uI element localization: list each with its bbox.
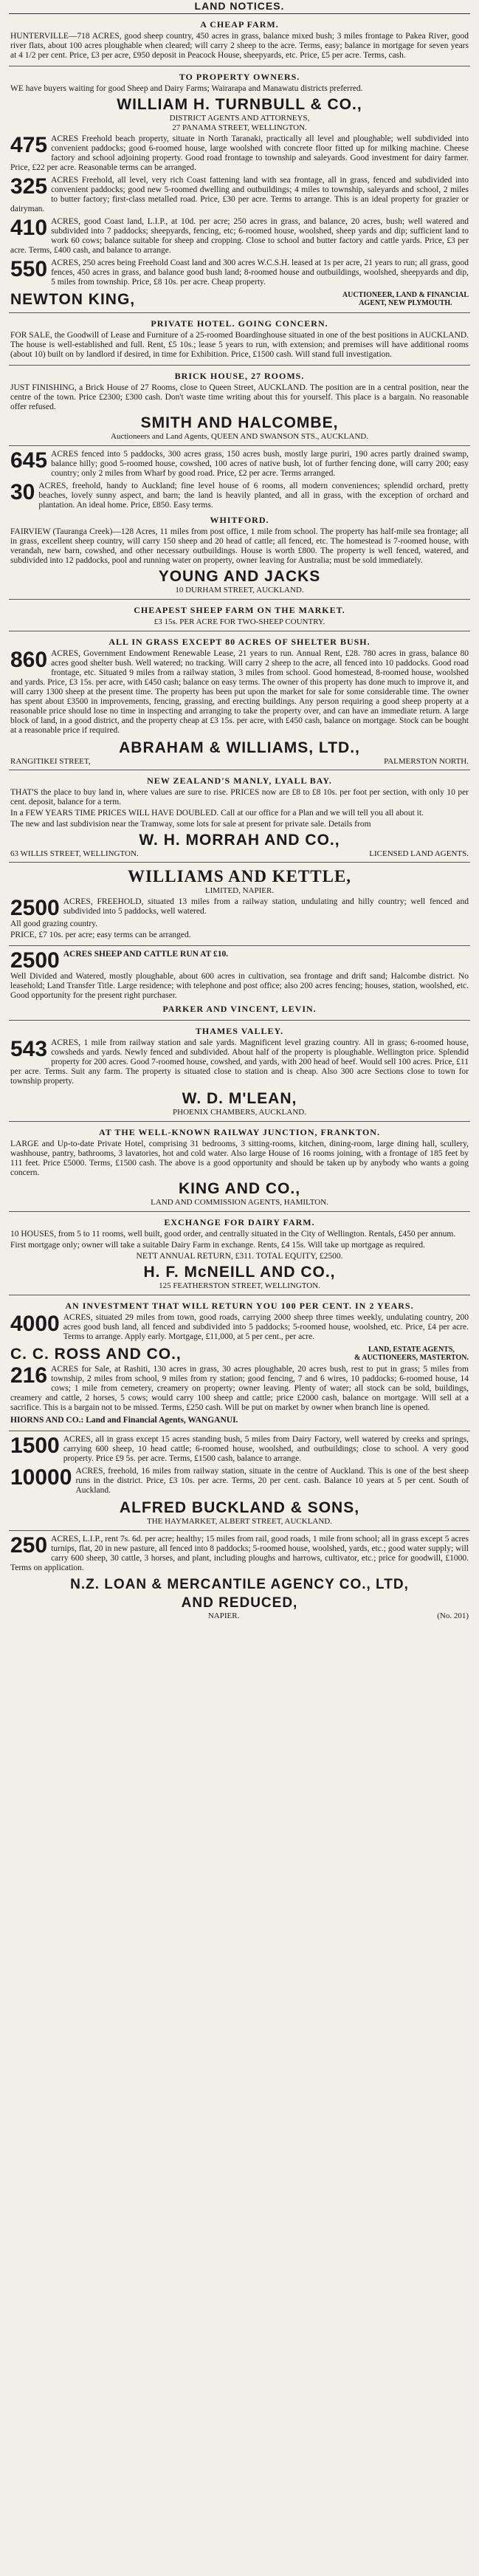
ad-title: EXCHANGE FOR DAIRY FARM. — [164, 1217, 315, 1227]
ad-investment — [9, 1295, 470, 1431]
acreage-number: 10000 — [10, 1465, 72, 1490]
ad-return: NETT ANNUAL RETURN, £311. TOTAL EQUITY, £2500. — [136, 1252, 343, 1261]
listing-text: ACRES, good Coast land, L.I.P., at 10d. per acre; 250 acres in grass, and balance, 20 acres, bush; well watered and subdivided into 7 paddocks; sheepyards, fencing, etc; 6-roomed house, woolshed, sheep yards and dip; sufficient land to work 60 cows; balance suitable for sheep and cropping. Close to school and butter factory and cattle yards. Price, £3 per acre. Terms, £400 cash, and balance to arrange. — [10, 217, 469, 255]
agent-location: & AUCTIONEERS, MASTERTON. — [354, 1353, 469, 1362]
acreage-number: 410 — [10, 216, 48, 240]
agent-address: NAPIER. — [207, 1611, 240, 1620]
ad-title: AT THE WELL-KNOWN RAILWAY JUNCTION, FRANKTON. — [99, 1127, 380, 1137]
agent-name: W. H. MORRAH AND CO., — [139, 832, 340, 849]
listing-text: ACRES, 250 acres being Freehold Coast land and 300 acres W.C.S.H. leased at 1s per acre, 21 years to run; all grass, good fences, 450 acres in grass, and balance good bush land; 8-roomed house and outbuildings, woolshed, sheepyards and dip, 5 miles from township. Price, £8 10s. per acre. Cheap property. — [51, 258, 469, 287]
listing-text: All good grazing country. — [10, 919, 98, 928]
ad-frankton-hotel — [9, 1122, 470, 1212]
agent-name: WILLIAM H. TURNBULL & CO., — [117, 96, 362, 113]
ad-body: The new and last subdivision near the Tramway, some lots for sale at present for private sale. Details from — [10, 820, 371, 829]
agent-name: SMITH AND HALCOMBE, — [140, 414, 339, 431]
agent-footer: HIORNS AND CO.: Land and Financial Agents, WANGANUI. — [10, 1416, 238, 1425]
agent-name: H. F. McNEILL AND CO., — [143, 1264, 336, 1281]
agent-name: NEWTON KING, — [10, 291, 136, 308]
agent-name-line2: AND REDUCED, — [181, 1595, 298, 1611]
acreage-number: 2500 — [10, 896, 60, 920]
ad-cheapest-sheep-farm — [9, 600, 470, 631]
ad-body: First mortgage only; owner will take a suitable Dairy Farm in exchange. Rents, £4 15s. Will take up mortgage as required. — [10, 1241, 426, 1250]
acreage-number: 860 — [10, 648, 48, 672]
agent-name: W. D. M'LEAN, — [182, 1090, 297, 1107]
listing-text: ACRES, L.I.P., rent 7s. 6d. per acre; healthy; 15 miles from rail, good roads, 1 mile from school; all in grass except 5 acres turnips, flat, 20 in new pasture, all fenced into 8 paddocks; 5-roomed house, woolshed, yards, etc.; good water supply; will carry 600 sheep, 30 cattle, 3 horses, and plant, including ploughs and harrows, cultivator, etc.; price for goodwill, £1000. Terms on application. — [10, 1535, 469, 1572]
ad-body: HUNTERVILLE—718 ACRES, good sheep country, 450 acres in grass, balance mixed bush; 3 miles frontage to Pakea River, good river flats, about 100 acres ploughable when cleared; will carry 2 sheep to the acre. Terms, easy; balance in mortgage for seven years at 4 1/2 per cent. Price, £3 per acre, £950 deposit in Peacock House, sheepyards, etc. Price, £5 per acre. Terms, cash. — [10, 32, 469, 60]
agent-street: RANGITIKEI STREET, — [10, 757, 91, 766]
acreage-number: 325 — [10, 174, 48, 199]
ad-title: AN INVESTMENT THAT WILL RETURN YOU 100 PER CENT. IN 2 YEARS. — [65, 1301, 414, 1311]
ad-nz-loan — [9, 1531, 470, 1624]
ad-title: BRICK HOUSE, 27 ROOMS. — [174, 371, 305, 381]
agent-location: AGENT, NEW PLYMOUTH. — [359, 298, 452, 307]
ad-title: WHITFORD. — [210, 515, 269, 525]
agent-name: N.Z. LOAN & MERCANTILE AGENCY CO., LTD, — [70, 1577, 409, 1592]
ad-parker-vincent — [9, 946, 470, 1021]
ad-intro: WE have buyers waiting for good Sheep and Dairy Farms; Wairarapa and Manawatu districts preferred. — [10, 84, 363, 93]
listing-text: ACRES Freehold, all level, very rich Coast fattening land with sea frontage, all in grass, fenced and subdivided into convenient paddocks; good new 5-roomed dwelling and outbuildings; 4 miles to township, saleyards and school, 2 miles to butter factory; first-class metalled road. Price, £30 per acre. Terms to arrange. This is an ideal property for grazier or dairyman. — [10, 176, 469, 213]
agent-name: KING AND CO., — [178, 1180, 301, 1197]
listing-text: ACRES Freehold beach property, situate in North Taranaki, practically all level and ploughable; well subdivided into convenient paddocks; good 6-roomed house, large woolshed with concrete floor fitted up for milking machine. Cheese factory and school adjoining property. Good road frontage to township and saleyards. Good investment for dairy farmer. Price, £22 per acre. Reasonable terms can be arranged. — [10, 134, 469, 172]
acreage-number: 216 — [10, 1363, 48, 1388]
agent-tagline: AUCTIONEER, LAND & FINANCIAL — [342, 290, 469, 299]
section-header: LAND NOTICES. — [9, 0, 470, 14]
ad-body: In a FEW YEARS TIME PRICES WILL HAVE DOUBLED. Call at our office for a Plan and we will tell you all about it. — [10, 809, 424, 818]
ad-title: NEW ZEALAND'S MANLY, LYALL BAY. — [147, 775, 332, 786]
agent-address: PHOENIX CHAMBERS, AUCKLAND. — [173, 1108, 306, 1117]
ad-cheap-farm — [9, 14, 470, 66]
listing-text: ACRES fenced into 5 paddocks, 300 acres grass, 150 acres bush, mostly large puriri, 190 acres partly drained swamp, balance hilly; good 5-roomed house, cowshed, 100 acres of native bush, lot of further fencing done, will carry 200; easy country; only 2 miles from Wharf by good road. Price, £2 per acre. Terms arranged. — [51, 450, 469, 478]
agent-name: YOUNG AND JACKS — [158, 568, 321, 585]
ad-number: (No. 201) — [437, 1611, 469, 1620]
listing-text: ACRES, all in grass except 15 acres standing bush, 5 miles from Dairy Factory, well watered by creeks and springs, carrying 600 sheep, 10 head cattle; 6-roomed house, woolshed, and outbuildings; close to school. A very good property. Price £9 5s. per acre. Terms, £1500 cash, balance to arrange. — [63, 1435, 469, 1463]
ad-title: ALL IN GRASS EXCEPT 80 ACRES OF SHELTER BUSH. — [108, 637, 371, 647]
acreage-number: 250 — [10, 1533, 48, 1558]
acreage-number: 475 — [10, 133, 48, 157]
agent-address: LAND AND COMMISSION AGENTS, HAMILTON. — [151, 1198, 328, 1207]
ad-abraham-williams — [9, 631, 470, 770]
acreage-number: 543 — [10, 1037, 48, 1061]
listing-text: ACRES, FREEHOLD, situated 13 miles from a railway station, undulating and hilly country; well fenced and subdivided into 5 paddocks, well watered. — [63, 897, 469, 916]
agent-address: Auctioneers and Land Agents, QUEEN AND SWANSON STS., AUCKLAND. — [111, 432, 368, 441]
ad-young-jacks — [9, 446, 470, 600]
agent-name: C. C. ROSS AND CO., — [10, 1346, 182, 1363]
ad-private-hotel — [9, 313, 470, 366]
ad-williams-kettle — [9, 863, 470, 946]
ad-body: JUST FINISHING, a Brick House of 27 Rooms, close to Queen Street, AUCKLAND. The position are in a central position, near the centre of the town. Price £2300; £300 cash. Don't waste time writing about this for yourself. This place is a bargain. No reasonable offer refused. — [10, 383, 469, 411]
ad-body: FAIRVIEW (Tauranga Creek)—128 Acres, 11 miles from post office, 1 mile from school. The property has half-mile sea frontage; all in grass, excellent sheep country, will carry 150 sheep and 20 head of cattle; all fenced, etc. The homestead is 7-roomed house, with verandah, new barn, cowshed, and other necessary outbuildings. House is worth £800. The property is well fenced, watered, and subdivided into 12 paddocks, pool and running water on property, owner leaving for Australia; must be sold immediately. — [10, 527, 469, 565]
agent-address: 27 PANAMA STREET, WELLINGTON. — [172, 123, 307, 132]
acreage-number: 30 — [10, 480, 35, 504]
agent-name: ABRAHAM & WILLIAMS, LTD., — [119, 739, 360, 756]
ad-alfred-buckland — [9, 1431, 470, 1531]
acreage-number: 645 — [10, 448, 48, 473]
ad-exchange-dairy-farm — [9, 1212, 470, 1295]
ad-body: THAT'S the place to buy land in, where values are sure to rise. PRICES now are £8 to £8 10s. per foot per section, with only 10 per cent. deposit, balance for a term. — [10, 788, 469, 806]
agent-license: LICENSED LAND AGENTS. — [369, 849, 469, 858]
agent-tagline: LAND, ESTATE AGENTS, — [368, 1345, 455, 1354]
agent-address: THE HAYMARKET, ALBERT STREET, AUCKLAND. — [146, 1517, 333, 1526]
listing-price: PRICE, £7 10s. per acre; easy terms can be arranged. — [10, 931, 191, 939]
listing-text: ACRES, freehold, handy to Auckland; fine level house of 6 rooms, all modern conveniences; splendid orchard, pretty beaches, lovely sunny aspect, and barn; the land is heavily planted, and all in grass, with the exception of orchard and plantation. An ideal home. Price, £850. Easy terms. — [38, 482, 469, 510]
ad-body: 10 HOUSES, from 5 to 11 rooms, well built, good order, and centrally situated in the City of Wellington. Rentals, £450 per annum. — [10, 1230, 456, 1239]
ad-title: CHEAPEST SHEEP FARM ON THE MARKET. — [134, 605, 345, 615]
agent-town: PALMERSTON NORTH. — [384, 757, 469, 766]
ad-lyall-bay — [9, 770, 470, 863]
acreage-number: 2500 — [10, 948, 60, 973]
listing-text: ACRES, Government Endowment Renewable Lease, 21 years to run. Annual Rent, £28. 780 acres in grass, balance 80 acres good shelter bush. Well watered; no tracking. Will carry 2 sheep to the acre, all fenced into 10 paddocks. Good road frontage, etc. Situated 9 miles from a railway station, 3 miles from school. Good homestead, 8-roomed house, woolshed and yards. Price, £3 15s. per acre, with £450 cash; balance on easy terms. The owner of this property has done much to improve it, and will carry 1300 sheep at the present time. The property has been put upon the market for sale for some considerable time. The owner has spent about £3500 in improvements, fencing, grassing, and erecting buildings. Any person requiring a good sheep property at a reasonable price should lose no time in inspecting and arranging to take the property over, and can have an immediate return. A large block of land, in a good district, and the property cheap at £3 15s. per acre, with £450 cash, balance on mortgage. Stock can be bought at a reasonable price if required. — [10, 649, 469, 735]
agent-address: 63 WILLIS STREET, WELLINGTON. — [10, 849, 139, 858]
agent-name: WILLIAMS AND KETTLE, — [127, 867, 352, 886]
land-notices-page — [9, 0, 470, 2567]
agent-address: 10 DURHAM STREET, AUCKLAND. — [175, 586, 304, 595]
listing-text: ACRES, freehold, 16 miles from railway station, situate in the centre of Auckland. This is one of the best sheep runs in the district. Price, £3 10s. per acre. Terms, 20 per cent. cash. Balance 10 years at 5 per cent. South of Auckland. — [75, 1467, 469, 1495]
acreage-number: 550 — [10, 257, 48, 281]
ad-brick-house — [9, 366, 470, 446]
listing-text: ACRES, situated 29 miles from town, good roads, carrying 2000 sheep three times weekly, undulating country, 200 acres good bush land, all fenced and subdivided into 5 paddocks; 5-roomed house, woolshed, etc. Price, £4 per acre. Terms to arrange. Apply early. Mortgage, £11,000, at 5 per cent., per acre. — [63, 1313, 469, 1341]
acreage-number: 4000 — [10, 1312, 60, 1336]
ad-title: THAMES VALLEY. — [195, 1026, 284, 1036]
ad-title: TO PROPERTY OWNERS. — [179, 72, 300, 82]
agent-address: LIMITED, NAPIER. — [204, 886, 275, 895]
listing-text: Well Divided and Watered, mostly ploughable, about 600 acres in cultivation, sea frontage and drift sand; Halcombe district. No leasehold; Land Transfer Title. Large residence; with telephone and post office; also 200 acres fencing; houses, station, woolshed, etc. Good opportunity for the present right purchaser. — [10, 972, 469, 1000]
ad-subtitle: £3 15s. PER ACRE FOR TWO-SHEEP COUNTRY. — [154, 617, 325, 626]
ad-title: A CHEAP FARM. — [200, 19, 279, 30]
agent-address: 125 FEATHERSTON STREET, WELLINGTON. — [159, 1281, 320, 1290]
agent-subtitle: DISTRICT AGENTS AND ATTORNEYS, — [169, 114, 310, 123]
agent-name: ALFRED BUCKLAND & SONS, — [119, 1499, 360, 1516]
acreage-number: 1500 — [10, 1433, 60, 1458]
ad-title: PRIVATE HOTEL. GOING CONCERN. — [151, 318, 328, 329]
ad-thames-valley — [9, 1021, 470, 1122]
ad-body: FOR SALE, the Goodwill of Lease and Furniture of a 25-roomed Boardinghouse situated in one of the best positions in AUCKLAND. The house is well-established and full. Rent, £5 10s.; lease 5 years to run, with extension; and premises will have additional rooms (about 10) built on by landlord if desired, in time for Exhibition. Price, £1500 cash. Will stand full investigation. — [10, 331, 469, 359]
ad-turnbull — [9, 66, 470, 313]
ad-body: LARGE and Up-to-date Private Hotel, comprising 31 bedrooms, 3 sitting-rooms, kitchen, dining-room, large dining hall, scullery, washhouse, pantry, bathrooms, 3 lavatories, hot and cold water. Also large House of 16 rooms joining, with a frontage of 185 feet by 111 feet. Price £5000. Terms, £1500 cash. The above is a good opportunity and should be taken up by anybody who wants a going concern. — [10, 1140, 469, 1177]
listing-text: ACRES for Sale, at Rashiti, 130 acres in grass, 30 acres ploughable, 20 acres bush, rest to put in grass; 5 miles from township, 2 miles from school, 9 miles from ry station; good fencing, 7 and 6 wires, 10 paddocks; 6-roomed house, 14 cows; 1 mile from cemetery, creamery on property; owner leaving. Plenty of water; all stock can be sold, buildings, creamery and cattle, 2 horses, 5 cows; would carry 100 sheep and cattle; price £2000 cash, balance on mortgage. Will sell at a sacrifice. This is a bargain not to be missed. Terms, £250 cash. Will be put on market by owner when branch line is opened. — [10, 1365, 469, 1412]
listing-text: ACRES, 1 mile from railway station and sale yards. Magnificent level grazing country. All in grass; 6-roomed house, cowsheds and yards. Newly fenced and subdivided. About half of the property is ploughable. Wellington price. Splendid property for 200 acres. Good 7-roomed house, cowshed, and yards, with 200 head of beef. Would sell 100 acres. Price, £11 per acre. Terms. Suit any farm. The property is situated close to station and is cheap. Also 300 acre Sections close to town for township property. — [10, 1038, 469, 1086]
listing-heading: ACRES SHEEP AND CATTLE RUN AT £10. — [63, 950, 229, 959]
agent-name: PARKER AND VINCENT, LEVIN. — [162, 1004, 317, 1014]
